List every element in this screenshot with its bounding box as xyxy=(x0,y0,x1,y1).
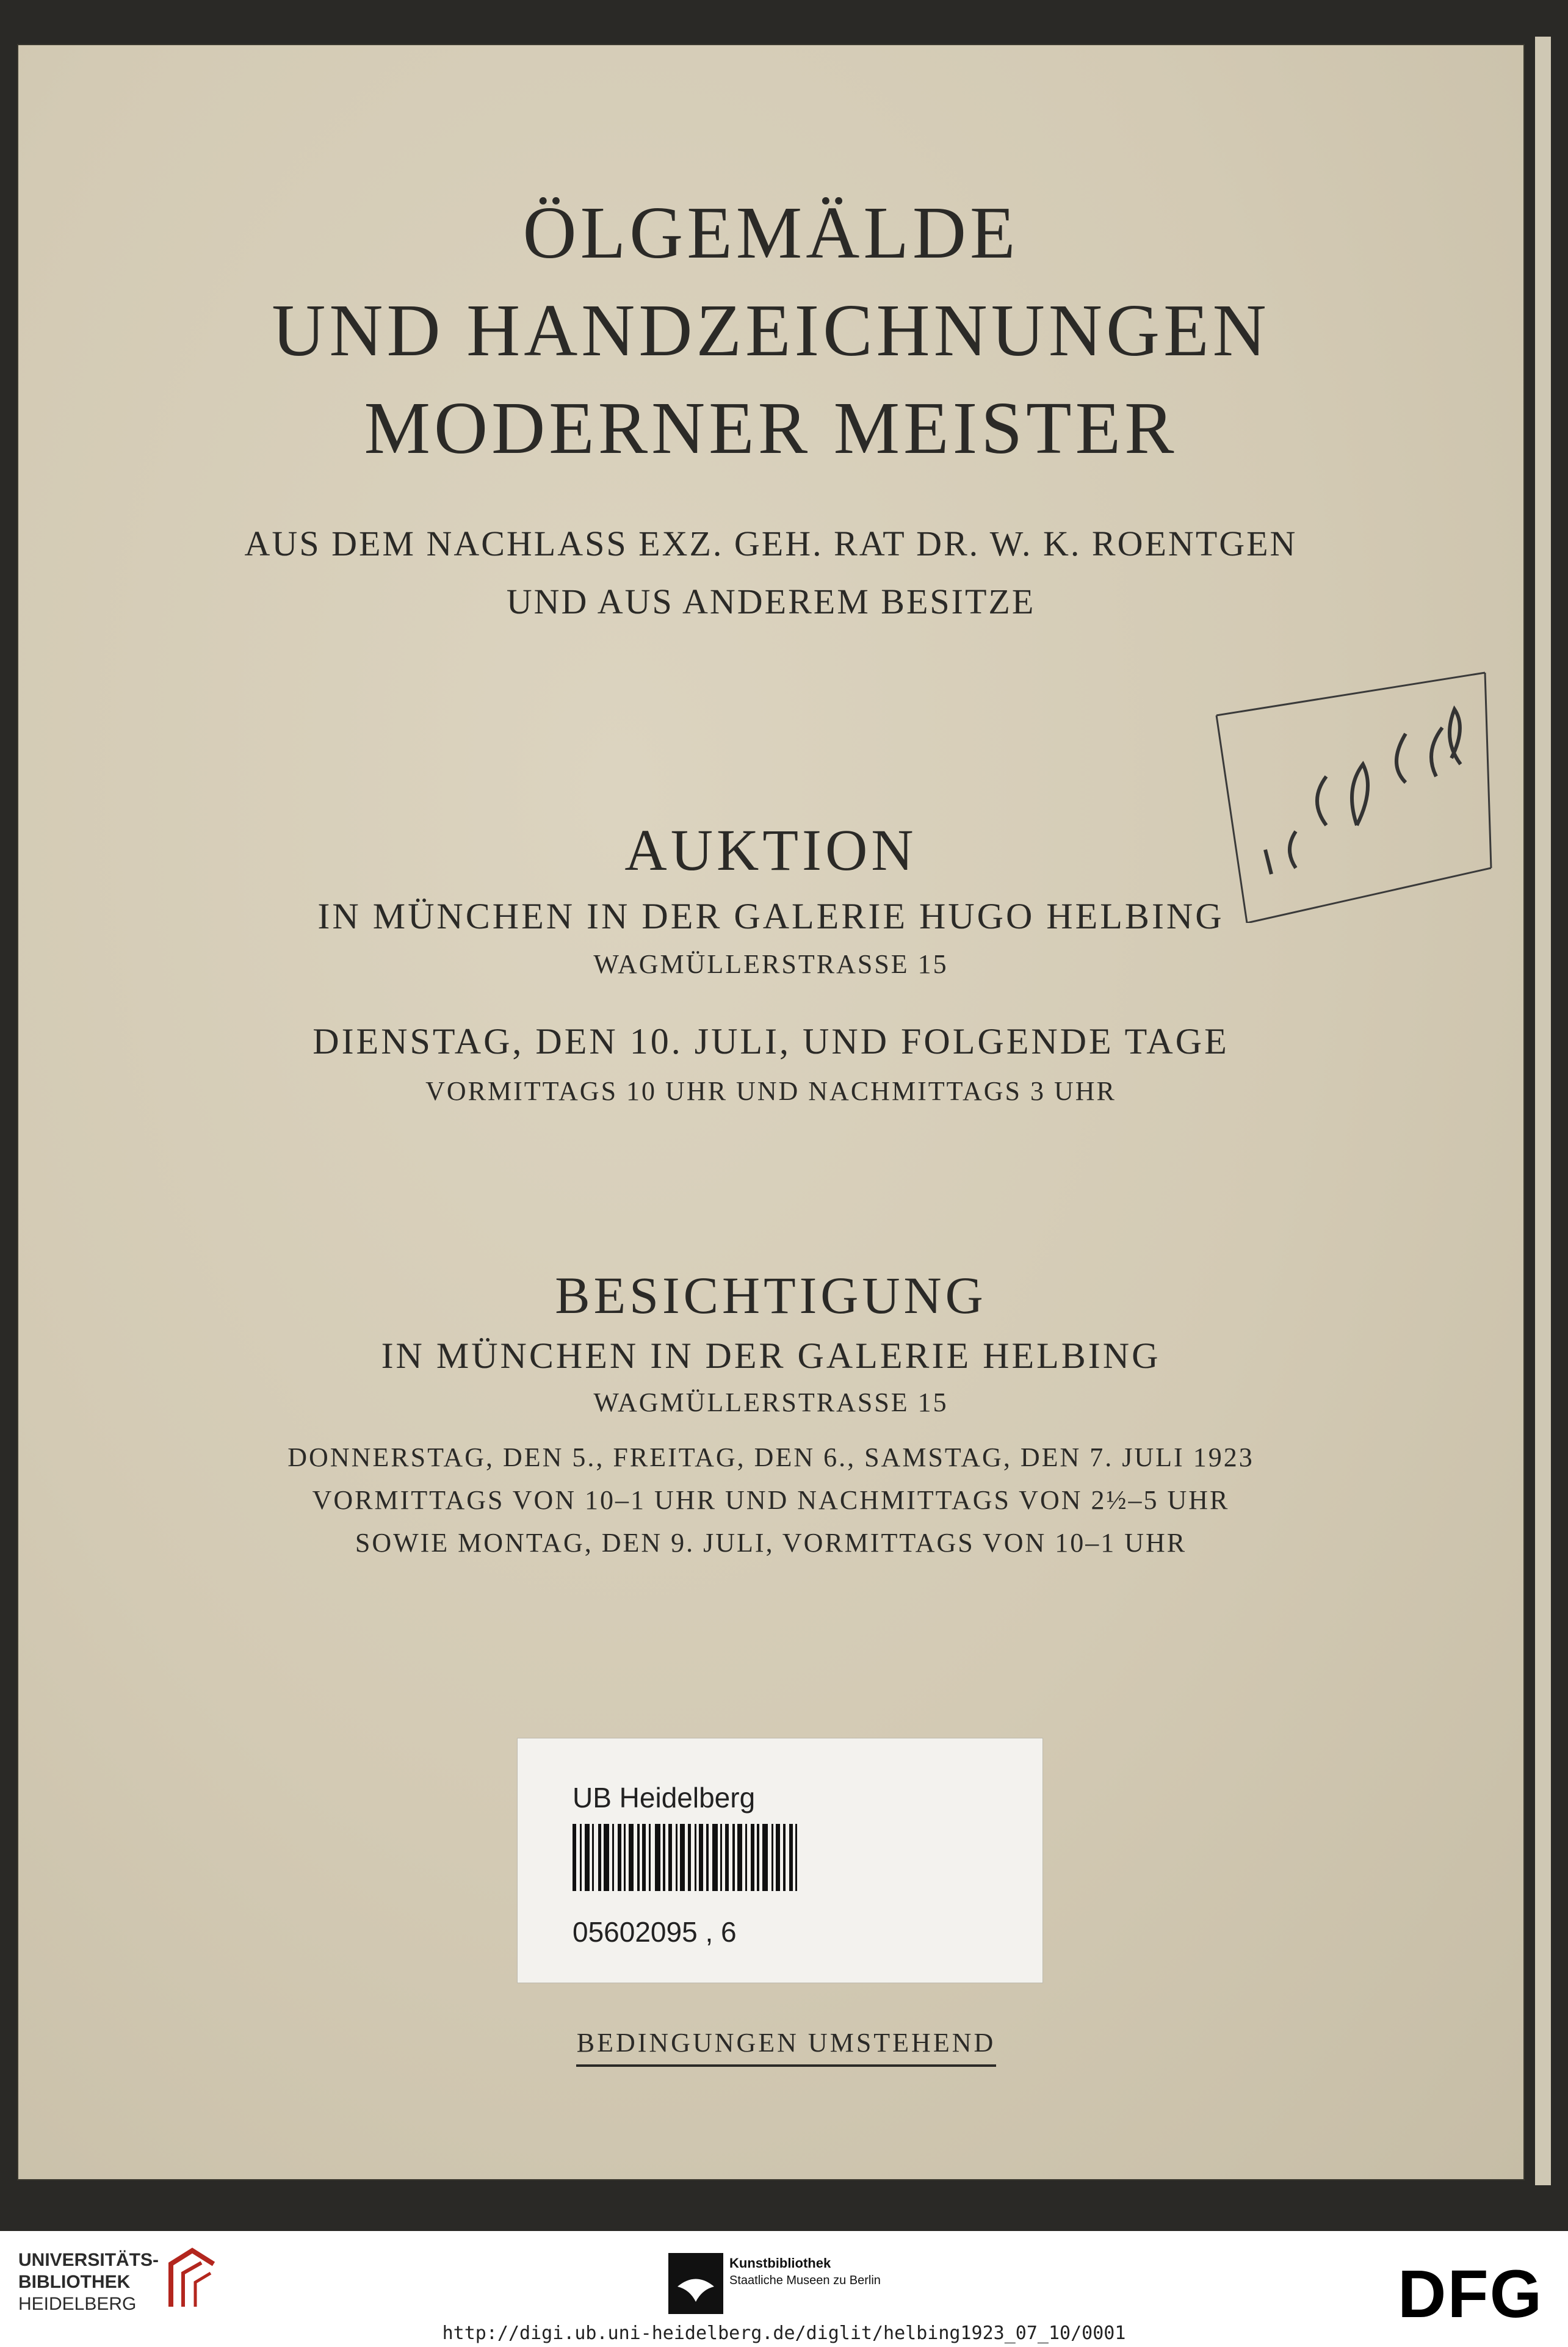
digitization-footer xyxy=(0,2231,1568,2347)
provenance-line-1: AUS DEM NACHLASS EXZ. GEH. RAT DR. W. K. ROENTGEN xyxy=(244,524,1298,563)
library-label xyxy=(518,1738,1042,1983)
auction-place: IN MÜNCHEN IN DER GALERIE HUGO HELBING xyxy=(317,896,1224,936)
kunstbibliothek-subtitle: Staatliche Museen zu Berlin xyxy=(729,2274,881,2287)
auction-times: VORMITTAGS 10 UHR UND NACHMITTAGS 3 UHR xyxy=(425,1076,1116,1106)
title-line-2: UND HANDZEICHNUNGEN xyxy=(272,289,1270,372)
university-line-3: HEIDELBERG xyxy=(18,2294,137,2314)
handwritten-note xyxy=(1204,667,1497,923)
viewing-line-3: SOWIE MONTAG, DEN 9. JULI, VORMITTAGS VON 10–1 UHR xyxy=(355,1528,1187,1558)
auction-heading: AUKTION xyxy=(624,817,917,883)
library-name: UB Heidelberg xyxy=(573,1782,756,1814)
auction-address: WAGMÜLLERSTRASSE 15 xyxy=(593,949,948,979)
provenance-line-2: UND AUS ANDEREM BESITZE xyxy=(506,582,1036,621)
viewing-place: IN MÜNCHEN IN DER GALERIE HELBING xyxy=(381,1336,1161,1376)
viewing-address: WAGMÜLLERSTRASSE 15 xyxy=(593,1387,948,1417)
viewing-line-1: DONNERSTAG, DEN 5., FREITAG, DEN 6., SAMSTAG, DEN 7. JULI 1923 xyxy=(287,1442,1254,1472)
dfg-logo[interactable]: DFG xyxy=(1398,2257,1544,2332)
university-line-2: BIBLIOTHEK xyxy=(18,2272,131,2292)
university-seal-icon xyxy=(159,2246,226,2313)
permalink-url[interactable]: http://digi.ub.uni-heidelberg.de/diglit/helbing1923_07_10/0001 xyxy=(442,2323,1126,2344)
viewing-heading: BESICHTIGUNG xyxy=(555,1266,987,1325)
eagle-icon xyxy=(668,2253,723,2314)
kunstbibliothek-title: Kunstbibliothek xyxy=(729,2255,831,2271)
university-line-1: UNIVERSITÄTS- xyxy=(18,2250,159,2270)
viewing-line-2: VORMITTAGS VON 10–1 UHR UND NACHMITTAGS VON 2½–5 UHR xyxy=(312,1485,1230,1515)
page-edge xyxy=(1535,37,1551,2185)
library-number: 05602095 , 6 xyxy=(573,1916,737,1948)
title-line-3: MODERNER MEISTER xyxy=(364,387,1178,469)
barcode xyxy=(573,1824,911,1891)
auction-date: DIENSTAG, DEN 10. JULI, UND FOLGENDE TAGE xyxy=(313,1021,1229,1061)
conditions-note: BEDINGUNGEN UMSTEHEND xyxy=(576,2027,996,2067)
title-line-1: ÖLGEMÄLDE xyxy=(522,192,1019,274)
